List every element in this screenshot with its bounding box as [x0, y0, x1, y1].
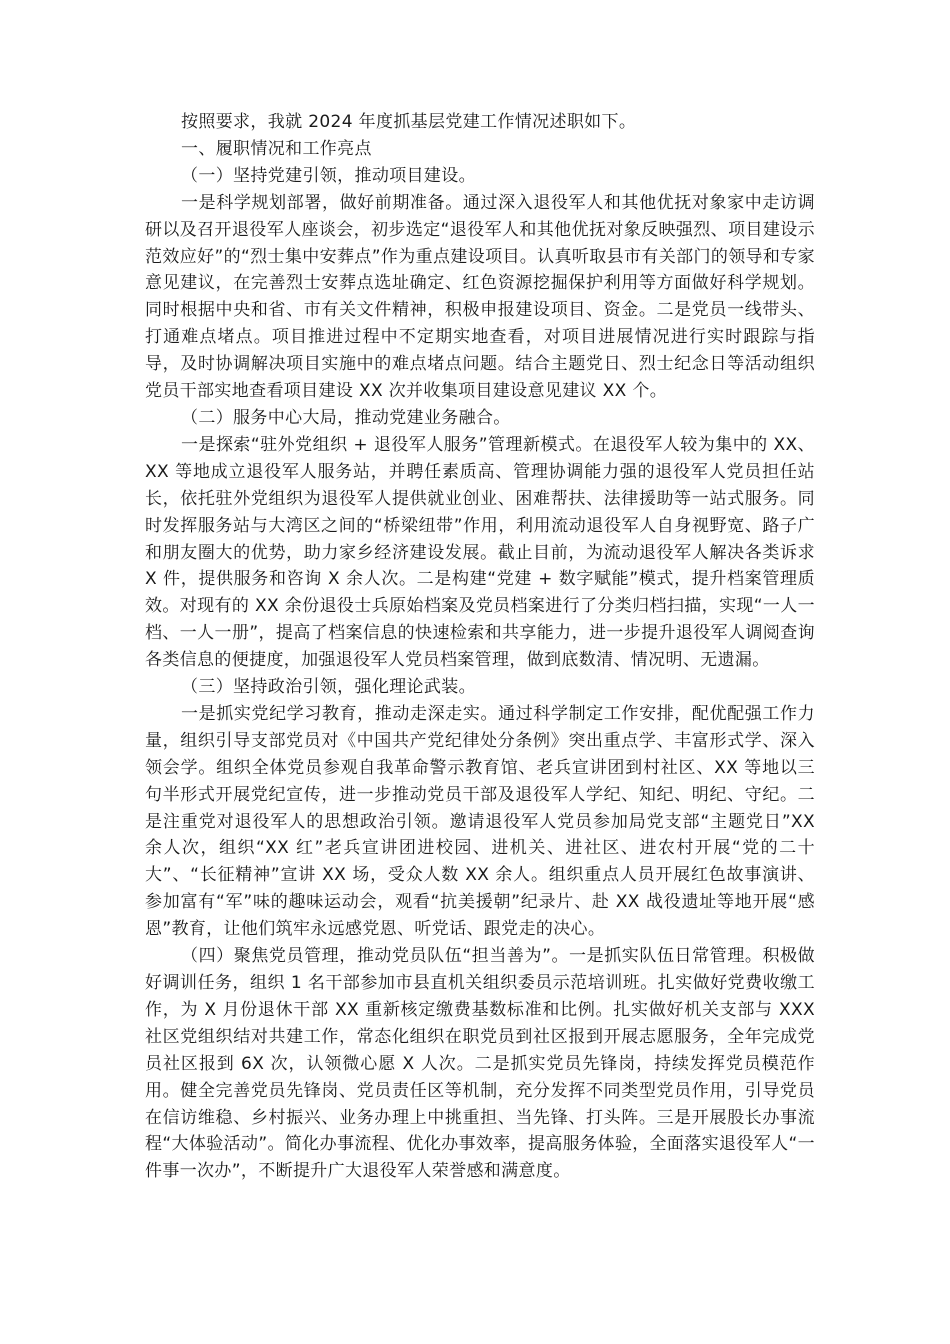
section-heading-performance: 一、履职情况和工作亮点	[181, 138, 372, 159]
paragraph-member-management: （四）聚焦党员管理，推动党员队伍“担当善为”。一是抓实队伍日常管理。积极做好调训任务，组织 1 名干部参加市县直机关组织委员示范培训班。扎实做好党费收缴工作，为 X 月份退休干部 XX 重新核定缴费基数标准和比例。扎实做好机关支部与 XXX 社区党组织结对共建工作，常态化组织在职党员到社区报到开展志愿服务，全年完成党员社区报到 6X 次，认领微心愿 X 人次。二是抓实党员先锋岗，持续发挥党员模范作用。健全完善党员先锋岗、党员责任区等机制，充分发挥不同类型党员作用，引导党员在信访维稳、乡村振兴、业务办理上中挑重担、当先锋、打头阵。三是开展股长办事流程“大体验活动”。简化办事流程、优化办事效率，提高服务体验，全面落实退役军人“一件事一次办”，不断提升广大退役军人荣誉感和满意度。	[145, 946, 815, 1182]
paragraph-project-planning: 一是科学规划部署，做好前期准备。通过深入退役军人和其他优抚对象家中走访调研以及召开退役军人座谈会，初步选定“退役军人和其他优抚对象反映强烈、项目建设示范效应好”的“烈士集中安葬点”作为重点建设项目。认真听取县市有关部门的领导和专家意见建议，在完善烈士安葬点选址确定、红色资源挖掘保护利用等方面做好科学规划。同时根据中央和省、市有关文件精神，积极申报建设项目、资金。二是党员一线带头、打通难点堵点。项目推进过程中不定期实地查看，对项目进展情况进行实时跟踪与指导，及时协调解决项目实施中的难点堵点问题。结合主题党日、烈士纪念日等活动组织党员干部实地查看项目建设 XX 次并收集项目建设意见建议 XX 个。	[145, 192, 815, 402]
subheading-service-center: （二）服务中心大局，推动党建业务融合。	[181, 407, 511, 428]
paragraph-discipline-education: 一是抓实党纪学习教育，推动走深走实。通过科学制定工作安排，配优配强工作力量，组织引导支部党员对《中国共产党纪律处分条例》突出重点学、丰富形式学、深入领会学。组织全体党员参观自我革命警示教育馆、老兵宣讲团到村社区、XX 等地以三句半形式开展党纪宣传，进一步推动党员干部及退役军人学纪、知纪、明纪、守纪。二是注重党对退役军人的思想政治引领。邀请退役军人党员参加局党支部“主题党日”XX 余人次，组织“XX 红”老兵宣讲团进校园、进机关、进社区、进农村开展“党的二十大”、“长征精神”宣讲 XX 场，受众人数 XX 余人。组织重点人员开展红色故事演讲、参加富有“军”味的趣味运动会，观看“抗美援朝”纪录片、赴 XX 战役遗址等地开展“感恩”教育，让他们筑牢永远感党恩、听党话、跟党走的决心。	[145, 703, 815, 940]
document-body	[145, 109, 815, 1185]
subheading-political-guidance: （三）坚持政治引领，强化理论武装。	[181, 677, 476, 698]
intro-paragraph: 按照要求，我就 2024 年度抓基层党建工作情况述职如下。	[181, 112, 637, 132]
paragraph-service-model: 一是探索“驻外党组织 + 退役军人服务”管理新模式。在退役军人较为集中的 XX、XX 等地成立退役军人服务站，并聘任素质高、管理协调能力强的退役军人党员担任站长，依托驻外党组织为退役军人提供就业创业、困难帮扶、法律援助等一站式服务。同时发挥服务站与大湾区之间的“桥梁纽带”作用，利用流动退役军人自身视野宽、路子广和朋友圈大的优势，助力家乡经济建设发展。截止目前，为流动退役军人解决各类诉求 X 件，提供服务和咨询 X 余人次。二是构建“党建 + 数字赋能”模式，提升档案管理质效。对现有的 XX 余份退役士兵原始档案及党员档案进行了分类归档扫描，实现“一人一档、一人一册”，提高了档案信息的快速检索和共享能力，进一步提升退役军人调阅查询各类信息的便捷度，加强退役军人党员档案管理，做到底数清、情况明、无遗漏。	[145, 434, 815, 671]
subheading-party-leadership: （一）坚持党建引领，推动项目建设。	[181, 165, 476, 186]
